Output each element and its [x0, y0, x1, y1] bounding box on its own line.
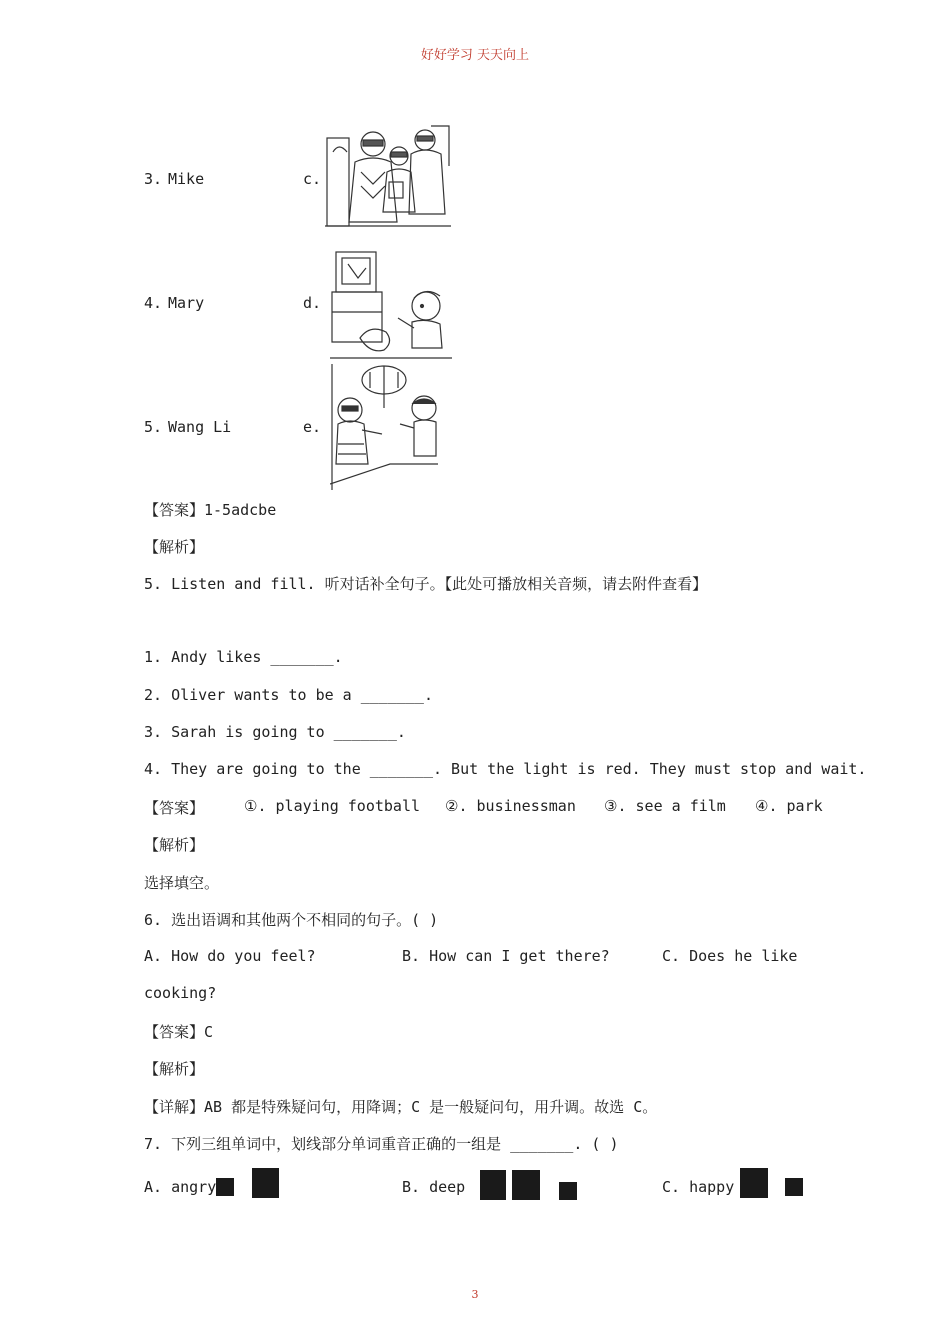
match-num-4: 4. — [144, 294, 163, 312]
q6-option-c: C. Does he like — [662, 947, 798, 965]
q7-c-stress-mark-1 — [740, 1168, 768, 1198]
q7-option-b: B. deep — [402, 1178, 466, 1196]
q7-b-stress-mark-3 — [559, 1182, 577, 1200]
q5-answer-label: 【答案】 — [144, 799, 205, 817]
q5-analysis-text: 选择填空。 — [144, 874, 220, 892]
match-name-mary: Mary — [168, 294, 205, 312]
q7-a-stress-mark-2 — [252, 1168, 279, 1198]
q6-option-c-cont: cooking? — [144, 984, 217, 1002]
match-name-mike: Mike — [168, 170, 205, 188]
match-num-5: 5. — [144, 418, 163, 436]
match-name-wang-li: Wang Li — [168, 418, 232, 436]
q4-answer: 【答案】1-5adcbe — [144, 501, 277, 519]
cinema-3d-glasses-picture — [325, 122, 451, 230]
page-header: 好好学习 天天向上 — [420, 48, 530, 63]
kids-with-lantern-picture — [330, 364, 438, 490]
q7-c-stress-mark-2 — [785, 1178, 803, 1196]
q5-item-1: 1. Andy likes _______. — [144, 648, 343, 666]
q7-option-a: A. angry — [144, 1178, 217, 1196]
q5-title: 5. Listen and fill. 听对话补全句子。【此处可播放相关音频，请去附件查看】 — [144, 575, 708, 593]
q6-title: 6. 选出语调和其他两个不相同的句子。( ) — [144, 911, 439, 929]
q7-option-c: C. happy — [662, 1178, 735, 1196]
q5-analysis-label: 【解析】 — [144, 836, 205, 854]
q6-answer: 【答案】C — [144, 1023, 214, 1041]
q5-item-3: 3. Sarah is going to _______. — [144, 723, 406, 741]
q7-b-stress-mark-2 — [512, 1170, 540, 1200]
boy-watching-tv-picture — [330, 248, 452, 360]
q7-title: 7. 下列三组单词中，划线部分单词重音正确的一组是 _______. ( ) — [144, 1135, 619, 1153]
q7-b-stress-mark-1 — [480, 1170, 506, 1200]
q5-answer-1: ①. playing football — [244, 797, 421, 815]
q4-analysis-label: 【解析】 — [144, 538, 205, 556]
match-letter-e: e. — [303, 418, 322, 436]
q5-item-2: 2. Oliver wants to be a _______. — [144, 686, 433, 704]
match-num-3: 3. — [144, 170, 163, 188]
page-number: 3 — [471, 1288, 479, 1301]
match-letter-d: d. — [303, 294, 322, 312]
q6-option-b: B. How can I get there? — [402, 947, 610, 965]
q7-a-stress-mark-1 — [216, 1178, 234, 1196]
q5-answer-2: ②. businessman — [445, 797, 576, 815]
q5-item-4: 4. They are going to the _______. But the light is red. They must stop and wait. — [144, 760, 867, 778]
q6-detail: 【详解】AB 都是特殊疑问句，用降调；C 是一般疑问句，用升调。故选 C。 — [144, 1098, 658, 1116]
q5-answer-4: ④. park — [755, 797, 823, 815]
match-letter-c: c. — [303, 170, 322, 188]
q5-answer-3: ③. see a film — [604, 797, 726, 815]
q6-analysis-label: 【解析】 — [144, 1060, 205, 1078]
q6-option-a: A. How do you feel? — [144, 947, 316, 965]
